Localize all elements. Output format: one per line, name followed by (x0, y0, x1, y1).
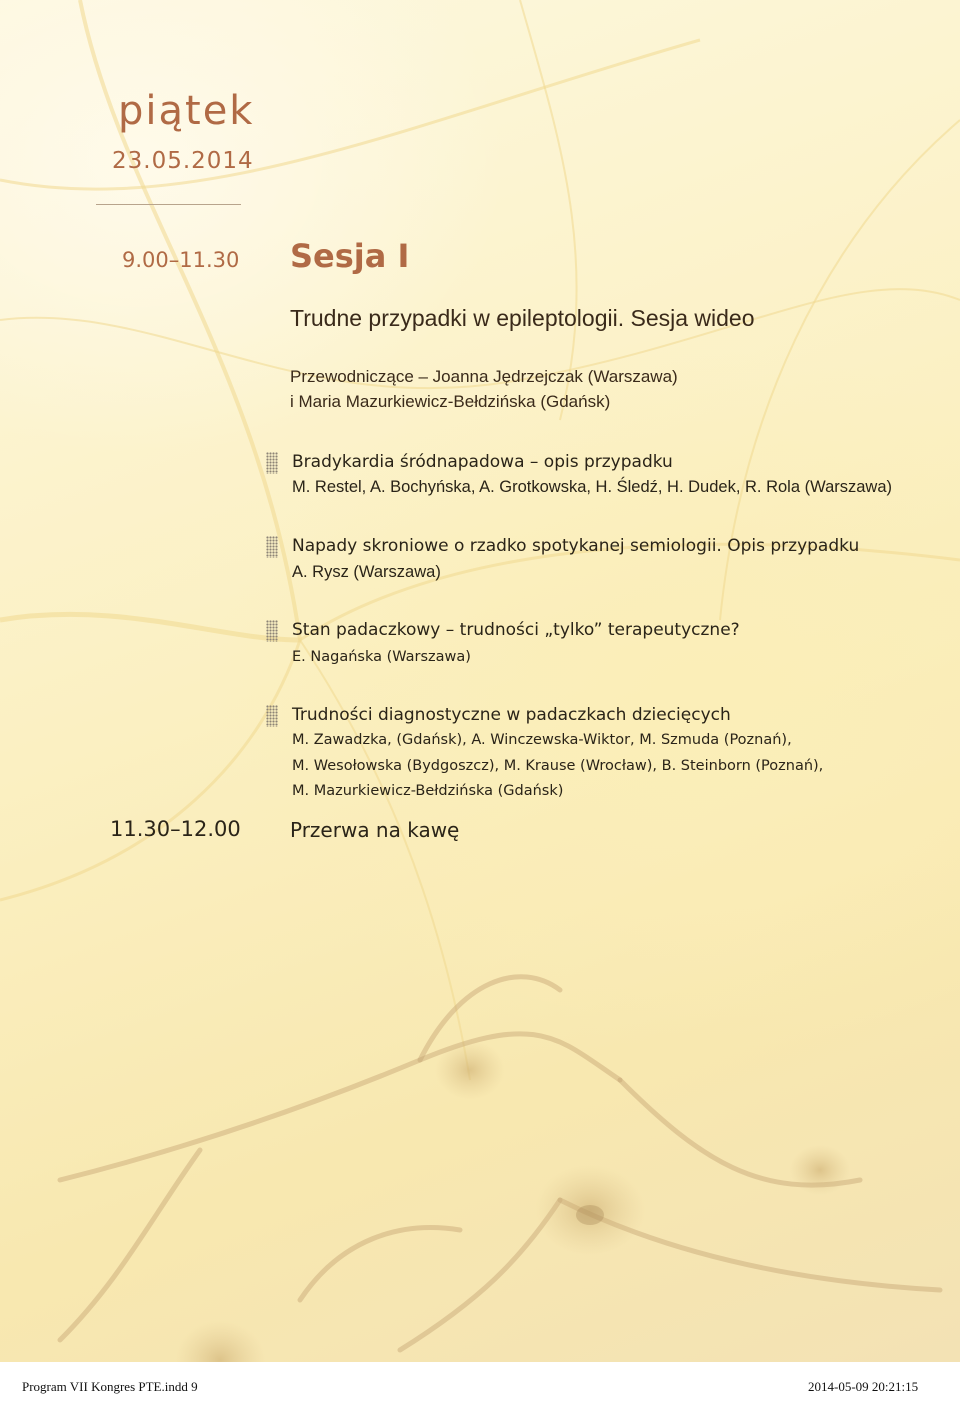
talk-authors-line-2: M. Wesołowska (Bydgoszcz), M. Krause (Wrocław), B. Steinborn (Poznań), (292, 758, 824, 774)
bullet-icon (266, 536, 278, 558)
break-title: Przerwa na kawę (290, 818, 460, 842)
talk-authors-line-1: M. Zawadzka, (Gdańsk), A. Winczewska-Wiktor, M. Szmuda (Poznań), (292, 732, 792, 748)
bullet-icon (266, 705, 278, 727)
session-title: Sesja I (290, 237, 410, 275)
talk-title: Bradykardia śródnapadowa – opis przypadku (292, 452, 673, 472)
talk-authors: M. Restel, A. Bochyńska, A. Grotkowska, H. Śledź, H. Dudek, R. Rola (Warszawa) (292, 478, 893, 496)
header-divider (96, 204, 241, 205)
talk-authors-line-3: M. Mazurkiewicz-Bełdzińska (Gdańsk) (292, 783, 564, 799)
date: 23.05.2014 (112, 148, 254, 174)
talk-authors: E. Nagańska (Warszawa) (292, 649, 471, 665)
chairs-line-2: i Maria Mazurkiewicz-Bełdzińska (Gdańsk) (290, 392, 611, 411)
bullet-icon (266, 452, 278, 474)
day-name: piątek (118, 88, 255, 134)
session-time: 9.00–11.30 (122, 248, 240, 272)
footer-timestamp: 2014-05-09 20:21:15 (808, 1379, 919, 1394)
talk-title: Trudności diagnostyczne w padaczkach dziecięcych (292, 705, 731, 725)
footer-filename: Program VII Kongres PTE.indd 9 (22, 1379, 198, 1394)
session-subtitle: Trudne przypadki w epileptologii. Sesja wideo (290, 305, 755, 331)
talk-authors: A. Rysz (Warszawa) (292, 563, 441, 581)
print-footer (0, 1362, 960, 1403)
talk-title: Napady skroniowe o rzadko spotykanej semiologii. Opis przypadku (292, 536, 860, 556)
bullet-icon (266, 620, 278, 642)
break-time: 11.30–12.00 (110, 817, 241, 841)
chairs-line-1: Przewodniczące – Joanna Jędrzejczak (Warszawa) (290, 367, 678, 386)
talk-title: Stan padaczkowy – trudności „tylko” terapeutyczne? (292, 620, 740, 640)
